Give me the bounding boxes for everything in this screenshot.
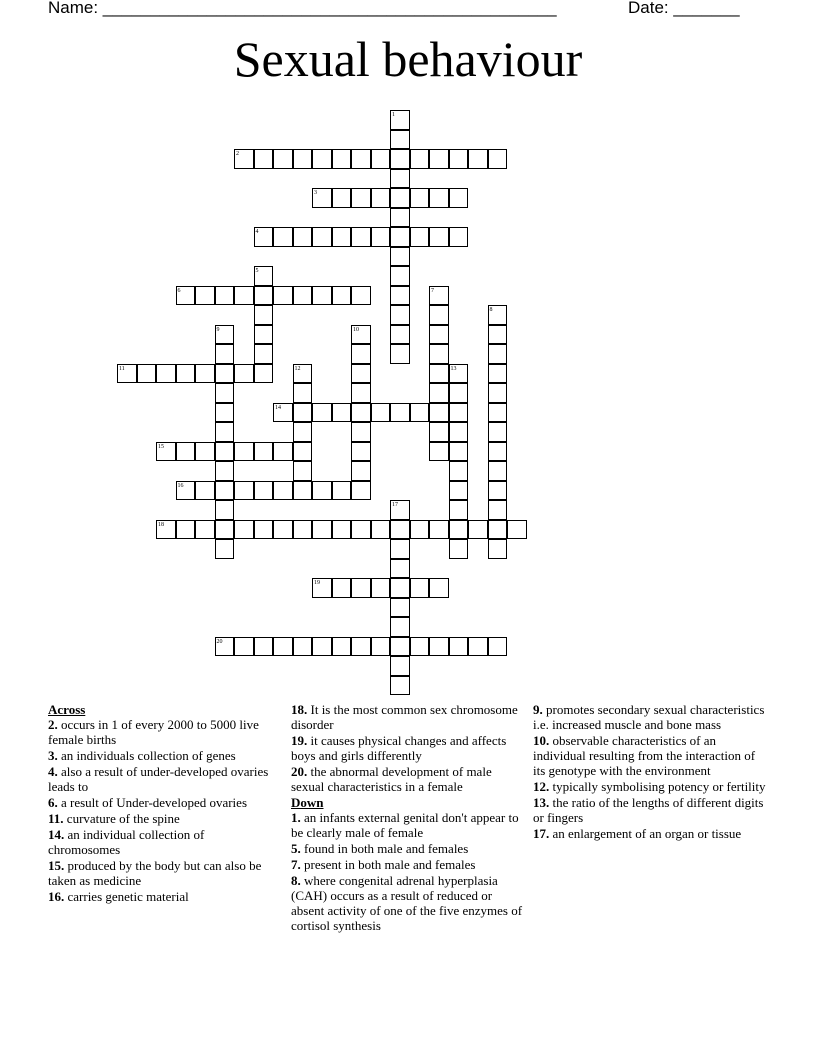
crossword-cell[interactable] — [234, 637, 254, 657]
clue-number-label: 8. — [291, 873, 301, 888]
crossword-cell[interactable] — [429, 227, 449, 247]
crossword-cell[interactable] — [351, 422, 371, 442]
crossword-cell[interactable] — [195, 364, 215, 384]
crossword-cell[interactable] — [390, 169, 410, 189]
crossword-cell[interactable] — [371, 637, 391, 657]
clue-number-label: 14. — [48, 827, 65, 842]
crossword-cell[interactable] — [390, 130, 410, 150]
crossword-cell[interactable] — [215, 383, 235, 403]
crossword-cell[interactable] — [429, 286, 449, 306]
crossword-cell[interactable] — [351, 403, 371, 423]
crossword-cell[interactable] — [117, 364, 137, 384]
crossword-cell[interactable] — [468, 149, 488, 169]
crossword-cell[interactable] — [390, 617, 410, 637]
crossword-cell[interactable] — [390, 286, 410, 306]
clue-item — [533, 795, 769, 825]
crossword-cell[interactable] — [351, 149, 371, 169]
clue-item — [291, 702, 527, 732]
crossword-cell[interactable] — [176, 520, 196, 540]
clue-number: 10 — [353, 326, 359, 333]
clue-text: it causes physical changes and affects boys and girls differently — [291, 733, 507, 763]
crossword-cell[interactable] — [429, 305, 449, 325]
clue-text: observable characteristics of an individual resulting from the interaction of its genotype with the environment — [533, 733, 756, 778]
crossword-cell[interactable] — [390, 637, 410, 657]
crossword-cell[interactable] — [351, 188, 371, 208]
clue-number-label: 13. — [533, 795, 550, 810]
crossword-cell[interactable] — [254, 266, 274, 286]
clue-number-label: 16. — [48, 889, 65, 904]
crossword-cell[interactable] — [390, 149, 410, 169]
crossword-cell[interactable] — [410, 578, 430, 598]
clue-number: 9 — [216, 326, 220, 333]
clue-text: typically symbolising potency or fertility — [549, 779, 766, 794]
crossword-cell[interactable] — [234, 481, 254, 501]
date-field[interactable]: Date: _______ — [628, 0, 740, 17]
crossword-cell[interactable] — [215, 637, 235, 657]
crossword-cell[interactable] — [254, 305, 274, 325]
crossword-cell[interactable] — [312, 520, 332, 540]
crossword-cell[interactable] — [390, 305, 410, 325]
crossword-cell[interactable] — [215, 520, 235, 540]
crossword-cell[interactable] — [449, 227, 469, 247]
crossword-cell[interactable] — [429, 325, 449, 345]
clue-text: occurs in 1 of every 2000 to 5000 live female births — [48, 717, 259, 747]
crossword-cell[interactable] — [215, 286, 235, 306]
crossword-cell[interactable] — [390, 578, 410, 598]
crossword-cell[interactable] — [488, 539, 508, 559]
name-field[interactable]: Name: ________________________________________________ — [48, 0, 557, 17]
crossword-cell[interactable] — [332, 637, 352, 657]
clue-item — [48, 795, 278, 810]
crossword-cell[interactable] — [390, 227, 410, 247]
crossword-cell[interactable] — [371, 227, 391, 247]
crossword-cell[interactable] — [332, 578, 352, 598]
clue-text: curvature of the spine — [63, 811, 180, 826]
clue-text: found in both male and females — [300, 841, 469, 856]
crossword-cell[interactable] — [351, 578, 371, 598]
crossword-cell[interactable] — [195, 286, 215, 306]
clue-number-label: 3. — [48, 748, 58, 763]
crossword-cell[interactable] — [488, 149, 508, 169]
crossword-cell[interactable] — [176, 286, 196, 306]
crossword-cell[interactable] — [390, 559, 410, 579]
crossword-cell[interactable] — [312, 578, 332, 598]
crossword-cell[interactable] — [332, 520, 352, 540]
crossword-cell[interactable] — [312, 403, 332, 423]
clue-number: 12 — [294, 365, 301, 372]
crossword-cell[interactable] — [371, 520, 391, 540]
crossword-cell[interactable] — [390, 188, 410, 208]
crossword-cell[interactable] — [371, 188, 391, 208]
crossword-cell[interactable] — [312, 149, 332, 169]
crossword-cell[interactable] — [488, 520, 508, 540]
clue-item — [48, 827, 278, 857]
crossword-cell[interactable] — [351, 286, 371, 306]
crossword-cell[interactable] — [488, 500, 508, 520]
crossword-cell[interactable] — [429, 637, 449, 657]
crossword-cell[interactable] — [488, 461, 508, 481]
crossword-cell[interactable] — [293, 481, 313, 501]
crossword-cell[interactable] — [273, 481, 293, 501]
clue-number-label: 7. — [291, 857, 301, 872]
crossword-cell[interactable] — [293, 403, 313, 423]
clue-item — [48, 748, 278, 763]
crossword-cell[interactable] — [273, 286, 293, 306]
crossword-cell[interactable] — [429, 520, 449, 540]
clue-text: promotes secondary sexual characteristics i.e. increased muscle and bone mass — [533, 702, 765, 732]
crossword-cell[interactable] — [195, 481, 215, 501]
crossword-cell[interactable] — [293, 637, 313, 657]
clue-item — [291, 764, 527, 794]
crossword-cell[interactable] — [488, 422, 508, 442]
crossword-cell[interactable] — [488, 305, 508, 325]
crossword-cell[interactable] — [429, 149, 449, 169]
crossword-cell[interactable] — [293, 149, 313, 169]
crossword-cell[interactable] — [390, 325, 410, 345]
crossword-cell[interactable] — [215, 461, 235, 481]
clue-item — [48, 764, 278, 794]
crossword-cell[interactable] — [254, 364, 274, 384]
clue-number: 17 — [392, 502, 398, 508]
clue-number-label: 12. — [533, 779, 550, 794]
clue-item — [533, 779, 769, 794]
crossword-cell[interactable] — [293, 422, 313, 442]
clue-number-label: 18. — [291, 702, 308, 717]
crossword-cell[interactable] — [371, 149, 391, 169]
crossword-cell[interactable] — [449, 461, 469, 481]
crossword-cell[interactable] — [273, 149, 293, 169]
crossword-cell[interactable] — [449, 500, 469, 520]
clue-item — [48, 858, 278, 888]
crossword-cell[interactable] — [234, 442, 254, 462]
crossword-cell[interactable] — [507, 520, 527, 540]
clue-text: an infants external genital don't appear to be clearly male of female — [291, 810, 519, 840]
clue-column-3 — [533, 702, 769, 842]
crossword-cell[interactable] — [390, 403, 410, 423]
clue-column-2 — [291, 702, 527, 934]
crossword-cell[interactable] — [390, 110, 410, 130]
crossword-cell[interactable] — [312, 637, 332, 657]
clue-text: present in both male and females — [300, 857, 476, 872]
crossword-cell[interactable] — [234, 149, 254, 169]
clue-number-label: 6. — [48, 795, 58, 810]
clue-item — [291, 873, 527, 933]
crossword-cell[interactable] — [488, 637, 508, 657]
crossword-cell[interactable] — [390, 500, 410, 520]
clue-number: 7 — [431, 287, 434, 294]
crossword-cell[interactable] — [488, 325, 508, 345]
crossword-cell[interactable] — [332, 227, 352, 247]
crossword-cell[interactable] — [390, 656, 410, 676]
clue-number-label: 5. — [291, 841, 301, 856]
crossword-cell[interactable] — [371, 578, 391, 598]
crossword-cell[interactable] — [137, 364, 157, 384]
clue-item — [533, 733, 769, 778]
crossword-cell[interactable] — [449, 422, 469, 442]
crossword-cell[interactable] — [332, 188, 352, 208]
crossword-cell[interactable] — [215, 403, 235, 423]
crossword-cell[interactable] — [254, 227, 274, 247]
crossword-cell[interactable] — [429, 188, 449, 208]
clue-number: 16 — [177, 482, 184, 489]
clue-item — [48, 717, 278, 747]
crossword-cell[interactable] — [254, 344, 274, 364]
crossword-cell[interactable] — [234, 520, 254, 540]
crossword-cell[interactable] — [468, 637, 488, 657]
crossword-cell[interactable] — [215, 481, 235, 501]
crossword-cell[interactable] — [351, 364, 371, 384]
crossword-cell[interactable] — [410, 188, 430, 208]
crossword-cell[interactable] — [488, 481, 508, 501]
crossword-cell[interactable] — [488, 442, 508, 462]
crossword-cell[interactable] — [195, 520, 215, 540]
clue-number: 19 — [314, 580, 320, 586]
clue-number-label: 19. — [291, 733, 308, 748]
crossword-cell[interactable] — [254, 442, 274, 462]
clue-number: 2 — [236, 151, 239, 157]
crossword-cell[interactable] — [449, 364, 469, 384]
crossword-cell[interactable] — [293, 383, 313, 403]
crossword-cell[interactable] — [273, 403, 293, 423]
crossword-cell[interactable] — [332, 286, 352, 306]
clue-item — [291, 733, 527, 763]
clue-text: also a result of under-developed ovaries leads to — [48, 764, 269, 794]
crossword-cell[interactable] — [332, 481, 352, 501]
crossword-cell[interactable] — [351, 325, 371, 345]
clue-number-label: 17. — [533, 826, 550, 841]
crossword-cell[interactable] — [410, 227, 430, 247]
clue-number: 15 — [158, 443, 164, 450]
crossword-cell[interactable] — [254, 520, 274, 540]
crossword-cell[interactable] — [215, 364, 235, 384]
crossword-cell[interactable] — [156, 364, 176, 384]
crossword-cell[interactable] — [449, 539, 469, 559]
clue-number-label: 11. — [48, 811, 64, 826]
crossword-cell[interactable] — [215, 325, 235, 345]
crossword-cell[interactable] — [195, 442, 215, 462]
clue-item — [48, 889, 278, 904]
crossword-cell[interactable] — [273, 227, 293, 247]
crossword-cell[interactable] — [312, 286, 332, 306]
crossword-cell[interactable] — [254, 481, 274, 501]
crossword-cell[interactable] — [351, 442, 371, 462]
crossword-cell[interactable] — [390, 247, 410, 267]
crossword-cell[interactable] — [429, 403, 449, 423]
crossword-cell[interactable] — [390, 676, 410, 696]
crossword-cell[interactable] — [390, 520, 410, 540]
crossword-cell[interactable] — [293, 227, 313, 247]
clue-number: 13 — [450, 365, 457, 372]
clue-number: 4 — [255, 229, 259, 235]
clue-text: an enlargement of an organ or tissue — [549, 826, 742, 841]
crossword-cell[interactable] — [390, 266, 410, 286]
crossword-cell[interactable] — [449, 383, 469, 403]
crossword-cell[interactable] — [176, 364, 196, 384]
crossword-cell[interactable] — [273, 520, 293, 540]
crossword-cell[interactable] — [468, 520, 488, 540]
clue-item — [533, 702, 769, 732]
crossword-cell[interactable] — [410, 520, 430, 540]
crossword-cell[interactable] — [215, 422, 235, 442]
clue-number: 8 — [489, 307, 493, 313]
crossword-cell[interactable] — [351, 227, 371, 247]
clue-text: an individuals collection of genes — [57, 748, 236, 763]
crossword-cell[interactable] — [449, 481, 469, 501]
crossword-cell[interactable] — [293, 520, 313, 540]
crossword-cell[interactable] — [351, 383, 371, 403]
clue-item — [291, 857, 527, 872]
clue-number: 6 — [177, 287, 181, 294]
clue-number-label: 15. — [48, 858, 65, 873]
crossword-cell[interactable] — [429, 344, 449, 364]
clue-item — [533, 826, 769, 841]
crossword-cell[interactable] — [156, 520, 176, 540]
crossword-cell[interactable] — [351, 461, 371, 481]
crossword-cell[interactable] — [273, 442, 293, 462]
clue-number: 14 — [275, 404, 281, 411]
crossword-cell[interactable] — [429, 422, 449, 442]
crossword-cell[interactable] — [351, 481, 371, 501]
clue-text: a result of Under-developed ovaries — [57, 795, 247, 810]
crossword-cell[interactable] — [488, 344, 508, 364]
crossword-cell[interactable] — [293, 442, 313, 462]
crossword-cell[interactable] — [332, 403, 352, 423]
clue-number: 5 — [255, 268, 259, 274]
crossword-cell[interactable] — [410, 149, 430, 169]
clue-item — [291, 810, 527, 840]
crossword-cell[interactable] — [215, 500, 235, 520]
clue-text: the abnormal development of male sexual characteristics in a female — [291, 764, 492, 794]
crossword-cell[interactable] — [429, 383, 449, 403]
clue-number-label: 20. — [291, 764, 308, 779]
crossword-cell[interactable] — [488, 403, 508, 423]
crossword-cell[interactable] — [351, 344, 371, 364]
clue-text: an individual collection of chromosomes — [48, 827, 205, 857]
page-title: Sexual behaviour — [233, 31, 583, 87]
crossword-cell[interactable] — [429, 364, 449, 384]
clue-number: 18 — [158, 521, 164, 528]
crossword-cell[interactable] — [390, 539, 410, 559]
crossword-cell[interactable] — [215, 539, 235, 559]
clue-item — [48, 811, 278, 826]
crossword-cell[interactable] — [273, 637, 293, 657]
clue-number: 1 — [392, 112, 395, 118]
crossword-cell[interactable] — [234, 364, 254, 384]
crossword-cell[interactable] — [312, 188, 332, 208]
crossword-cell[interactable] — [449, 149, 469, 169]
crossword-cell[interactable] — [293, 364, 313, 384]
clue-number: 3 — [314, 190, 317, 196]
crossword-cell[interactable] — [234, 286, 254, 306]
crossword-cell[interactable] — [449, 520, 469, 540]
crossword-cell[interactable] — [410, 403, 430, 423]
crossword-cell[interactable] — [312, 227, 332, 247]
crossword-cell[interactable] — [390, 208, 410, 228]
crossword-cell[interactable] — [156, 442, 176, 462]
crossword-cell[interactable] — [293, 461, 313, 481]
crossword-cell[interactable] — [488, 364, 508, 384]
crossword-cell[interactable] — [449, 442, 469, 462]
crossword-cell[interactable] — [390, 344, 410, 364]
clue-text: where congenital adrenal hyperplasia (CAH) occurs as a result of reduced or absent activity of one of the five enzymes of cortisol synthesis — [291, 873, 523, 933]
clue-section-heading: Across — [48, 702, 86, 717]
clue-number-label: 10. — [533, 733, 550, 748]
clue-number-label: 4. — [48, 764, 58, 779]
crossword-cell[interactable] — [410, 637, 430, 657]
clue-text: produced by the body but can also be taken as medicine — [48, 858, 262, 888]
crossword-cell[interactable] — [254, 325, 274, 345]
crossword-cell[interactable] — [176, 442, 196, 462]
crossword-cell[interactable] — [371, 403, 391, 423]
crossword-cell[interactable] — [215, 344, 235, 364]
crossword-cell[interactable] — [176, 481, 196, 501]
clue-item — [291, 841, 527, 856]
crossword-cell[interactable] — [332, 149, 352, 169]
clue-number-label: 2. — [48, 717, 58, 732]
crossword-cell[interactable] — [293, 286, 313, 306]
clue-number-label: 1. — [291, 810, 301, 825]
crossword-cell[interactable] — [390, 598, 410, 618]
clue-number: 20 — [216, 638, 223, 645]
clue-number-label: 9. — [533, 702, 543, 717]
crossword-cell[interactable] — [254, 637, 274, 657]
crossword-cell[interactable] — [254, 149, 274, 169]
clue-column-1 — [48, 702, 278, 905]
crossword-cell[interactable] — [429, 578, 449, 598]
crossword-cell[interactable] — [449, 403, 469, 423]
crossword-cell[interactable] — [449, 637, 469, 657]
crossword-cell[interactable] — [429, 442, 449, 462]
clue-number: 11 — [119, 365, 125, 372]
crossword-cell[interactable] — [449, 188, 469, 208]
crossword-cell[interactable] — [351, 637, 371, 657]
crossword-cell[interactable] — [351, 520, 371, 540]
clue-text: carries genetic material — [64, 889, 189, 904]
clue-section-heading: Down — [291, 795, 324, 810]
crossword-cell[interactable] — [215, 442, 235, 462]
crossword-cell[interactable] — [488, 383, 508, 403]
crossword-cell[interactable] — [312, 481, 332, 501]
crossword-cell[interactable] — [254, 286, 274, 306]
clue-text: the ratio of the lengths of different digits or fingers — [533, 795, 764, 825]
clue-text: It is the most common sex chromosome disorder — [291, 702, 518, 732]
